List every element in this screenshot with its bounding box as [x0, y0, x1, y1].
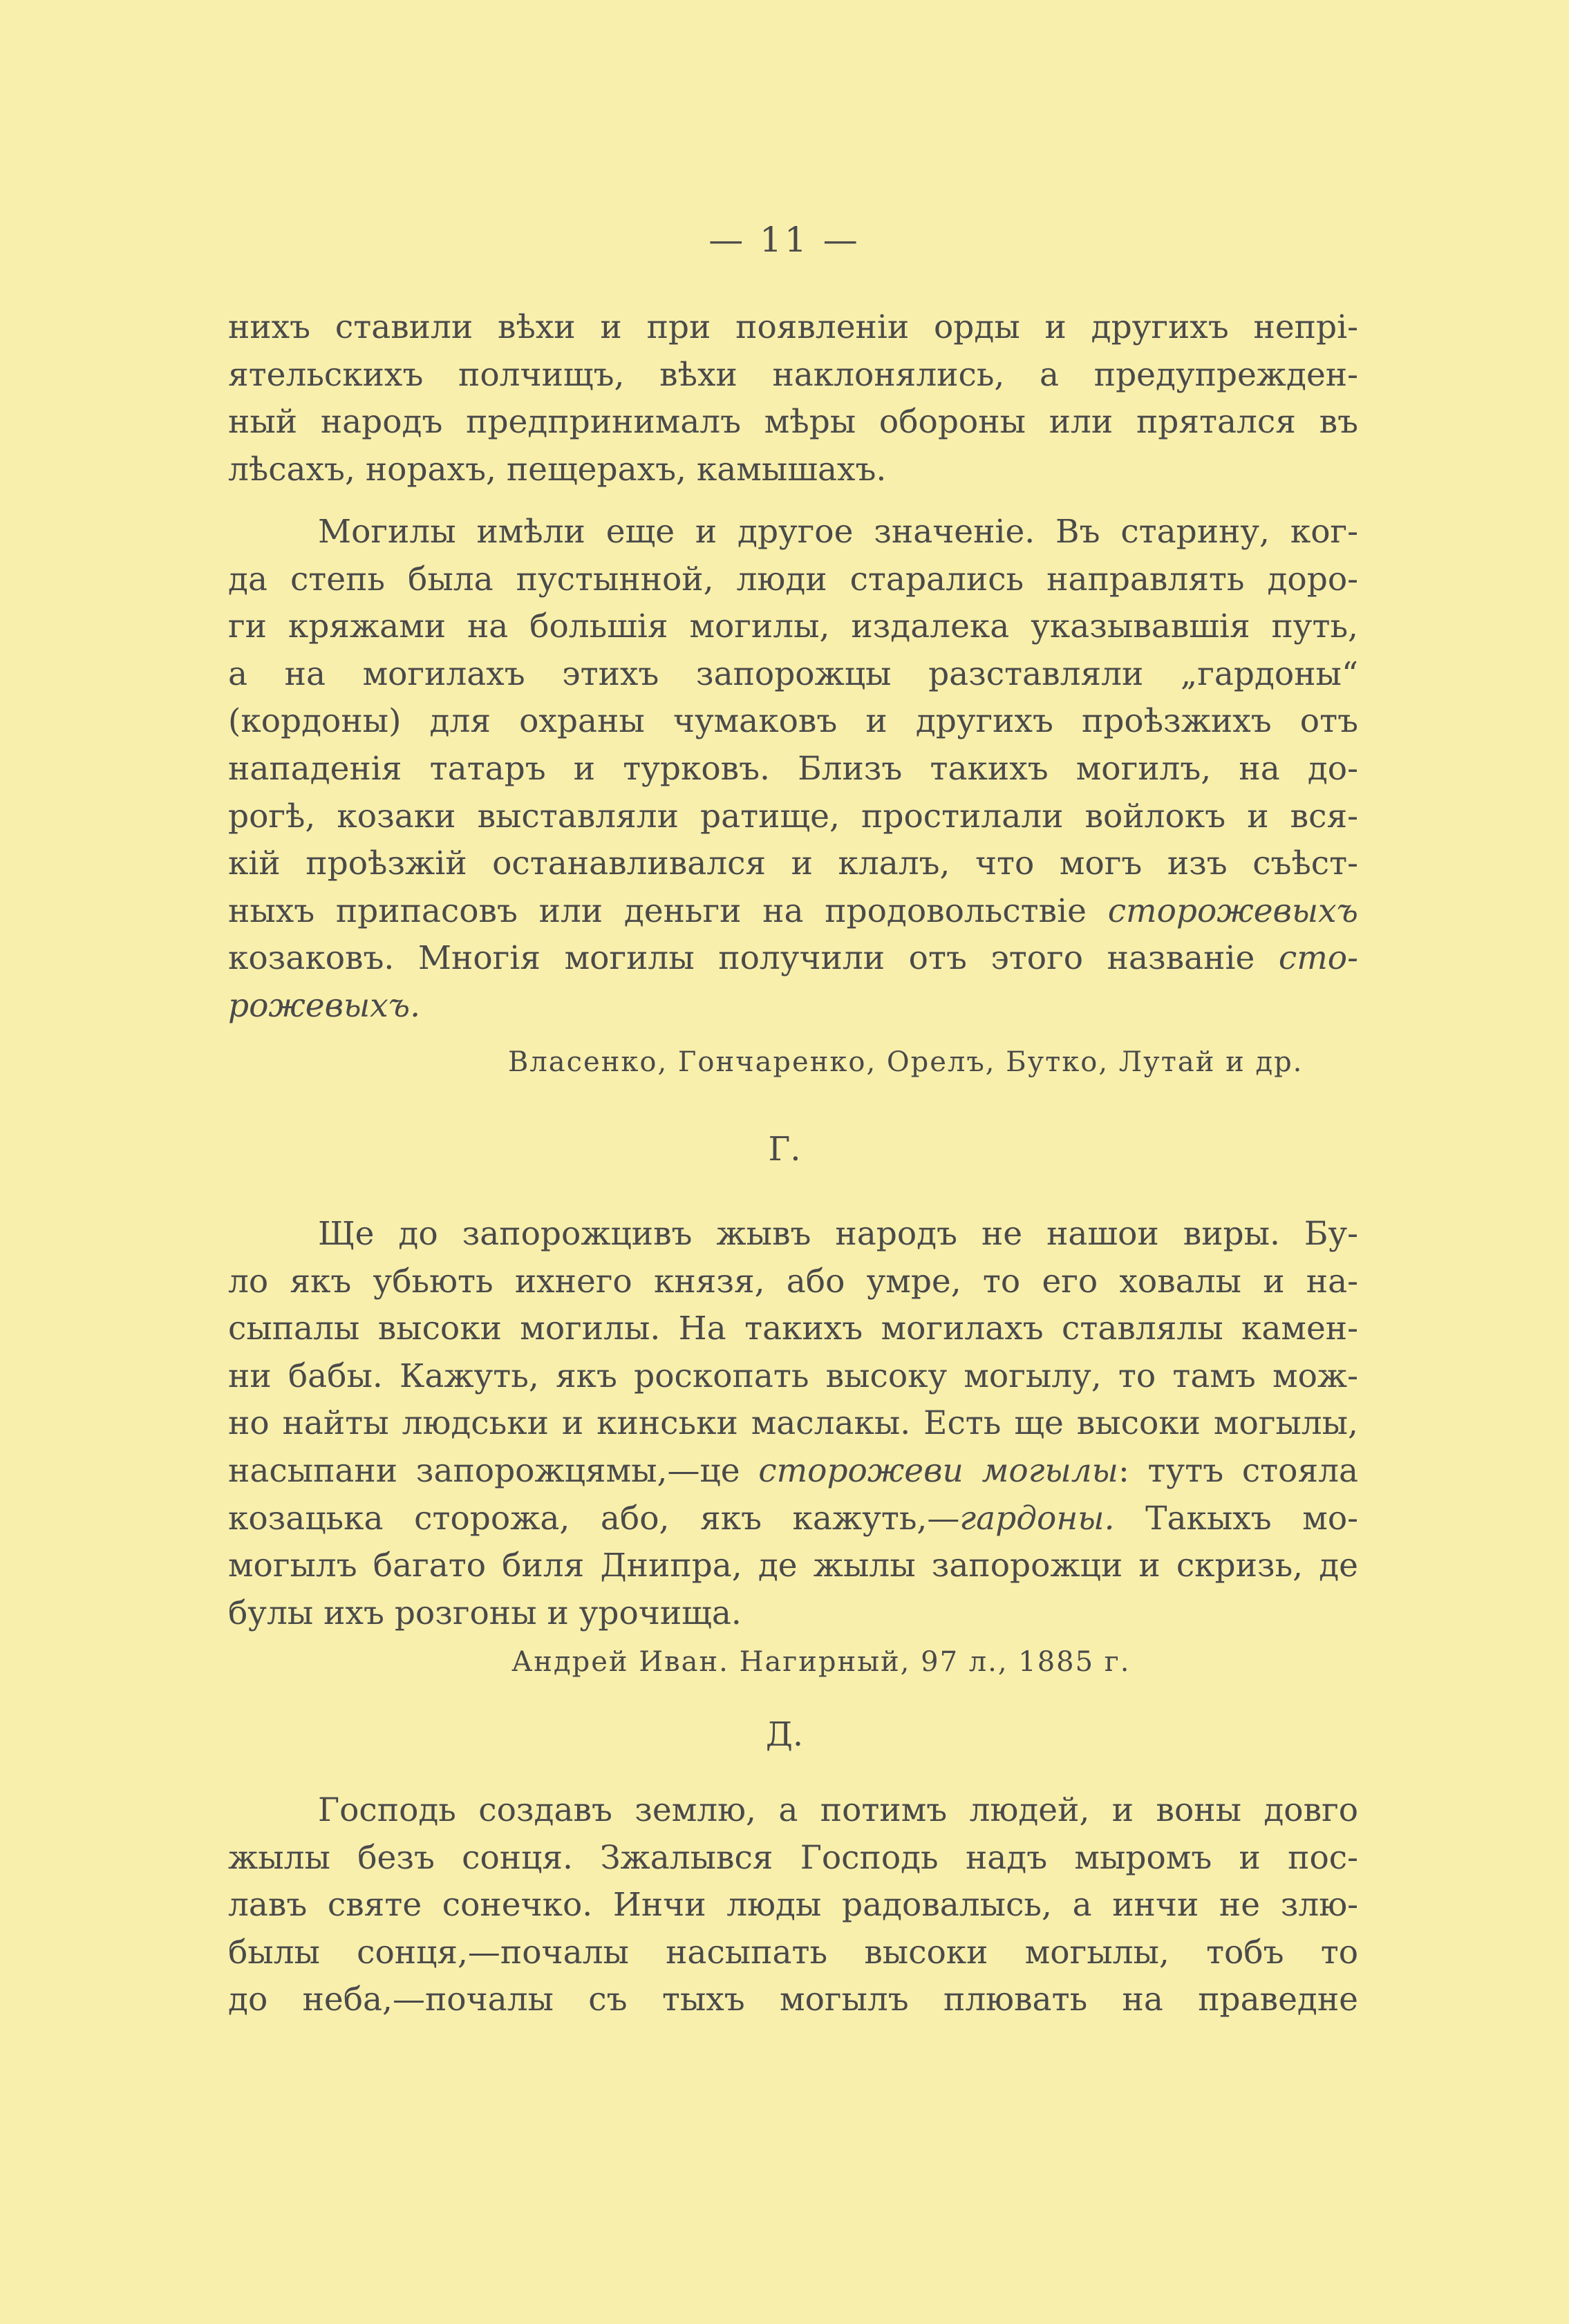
paragraph-continuation: [228, 304, 1358, 493]
text-line: да степь была пустынной, люди старались направлять доро-: [228, 560, 1358, 598]
italic-term: сто-: [1278, 939, 1358, 978]
paragraph-section-d: [228, 1787, 1358, 2024]
text-line: Могилы имѣли еще и другое значеніе. Въ старину, ког-: [318, 513, 1358, 551]
text-line: до неба,—почалы съ тыхъ могылъ плювать на праведне: [228, 1981, 1358, 2019]
italic-term: сторожеви могылы: [758, 1451, 1118, 1490]
text-line: но найты людськи и кинськи маслакы. Есть ще высоки могылы,: [228, 1404, 1358, 1443]
text-line: булы ихъ розгоны и урочища.: [228, 1594, 742, 1632]
paragraph-section-g: [228, 1211, 1358, 1637]
italic-term: сторожевыхъ: [1107, 891, 1358, 930]
text-line: нихъ ставили вѣхи и при появленіи орды и другихъ непрі-: [228, 308, 1358, 346]
text-line: лавъ святе сонечко. Инчи люды радовалысь, а инчи не злю-: [228, 1886, 1358, 1925]
text-line: былы сонця,—почалы насыпать высоки могылы, тобъ то: [228, 1933, 1358, 1972]
text-line: ятельскихъ полчищъ, вѣхи наклонялись, а предупрежден-: [228, 355, 1358, 394]
text-fragment: козаковъ. Многія могилы получили отъ этого названіе: [228, 939, 1255, 978]
text-line: ло якъ убьють ихнего князя, або умре, то его ховалы и на-: [228, 1262, 1358, 1301]
text-line: ги кряжами на большія могилы, издалека указывавшія путь,: [228, 607, 1358, 646]
text-line: нападенія татаръ и турковъ. Близъ такихъ могилъ, на до-: [228, 749, 1358, 788]
attribution: Андрей Иван. Нагирный, 97 л., 1885 г.: [511, 1646, 1131, 1678]
italic-term: гардоны.: [959, 1499, 1115, 1538]
section-heading-g: Г.: [768, 1130, 801, 1169]
text-line: могылъ багато биля Днипра, де жылы запорожци и скризь, де: [228, 1547, 1358, 1585]
text-line: ный народъ предпринималъ мѣры обороны или прятался въ: [228, 403, 1358, 442]
text-line: жылы безъ сонця. Зжалывся Господь надъ мыромъ и пос-: [228, 1838, 1358, 1877]
text-line: [228, 983, 1358, 1030]
section-heading-d: Д.: [765, 1715, 804, 1754]
text-line: лѣсахъ, норахъ, пещерахъ, камышахъ.: [228, 450, 887, 489]
text-line: Господь создавъ землю, а потимъ людей, и воны довго: [318, 1791, 1358, 1829]
text-line: [228, 1495, 1358, 1543]
text-fragment: Такыхъ мо-: [1145, 1499, 1358, 1538]
text-fragment: козацька сторожа, або, якъ кажуть,—: [228, 1499, 960, 1538]
text-line: (кордоны) для охраны чумаковъ и другихъ проѣзжихъ отъ: [228, 702, 1358, 741]
paragraph-mounds-meaning: [228, 509, 1358, 1030]
text-line: ни бабы. Кажуть, якъ роскопать высоку могылу, то тамъ мож-: [228, 1357, 1358, 1395]
text-line: [228, 935, 1358, 983]
text-line: [228, 888, 1358, 936]
text-line: сыпалы высоки могилы. На такихъ могилахъ ставлялы камен-: [228, 1310, 1358, 1348]
attribution: Власенко, Гончаренко, Орелъ, Бутко, Лутай и др.: [508, 1046, 1304, 1078]
text-line: а на могилахъ этихъ запорожцы разставляли „гардоны“: [228, 654, 1358, 693]
text-fragment: ныхъ припасовъ или деньги на продовольствіе: [228, 891, 1087, 930]
text-line: рогѣ, козаки выставляли ратище, простилали войлокъ и вся-: [228, 797, 1358, 835]
text-fragment: : тутъ стояла: [1118, 1451, 1358, 1490]
text-fragment: насыпани запорожцямы,—це: [228, 1451, 740, 1490]
text-line: [228, 1448, 1358, 1495]
page-number: — 11 —: [708, 220, 861, 260]
italic-term: рожевыхъ.: [228, 986, 421, 1025]
text-line: Ще до запорожцивъ жывъ народъ не нашои виры. Бу-: [318, 1215, 1358, 1253]
text-line: кій проѣзжій останавливался и клалъ, что могъ изъ съѣст-: [228, 844, 1358, 883]
